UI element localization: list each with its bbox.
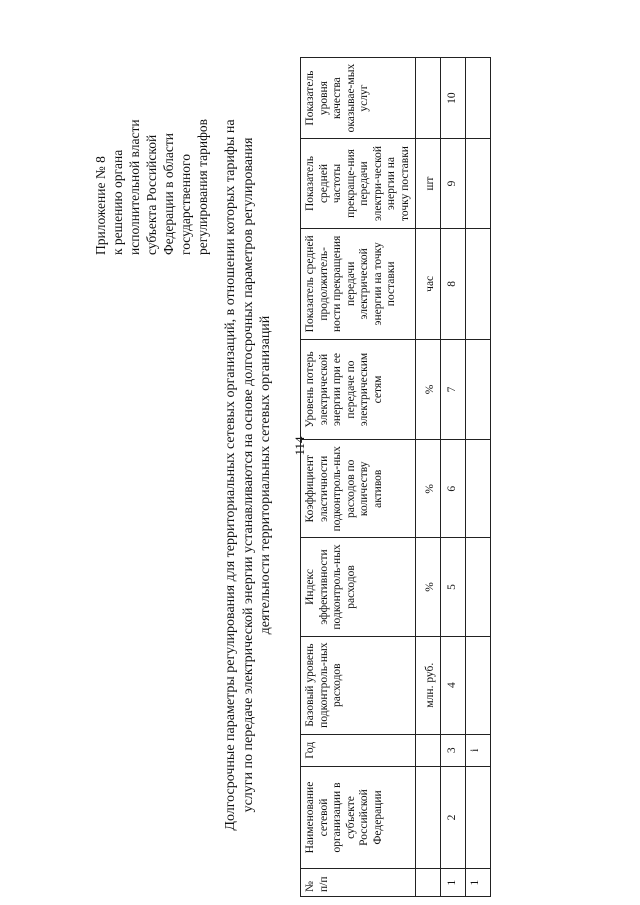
unit-cell — [416, 766, 441, 868]
unit-cell: % — [416, 440, 441, 538]
data-cell — [466, 58, 491, 139]
appendix-line: Приложение № 8 — [93, 156, 108, 255]
unit-cell — [416, 869, 441, 897]
page-number: 114 — [292, 436, 307, 456]
data-cell — [466, 228, 491, 339]
unit-cell: % — [416, 339, 441, 439]
unit-cell: шт — [416, 139, 441, 229]
header-cell-organization: Наименование сетевой организации в субъекте Российской Федерации — [301, 766, 416, 868]
data-cell — [466, 636, 491, 734]
column-number-cell: 4 — [441, 636, 466, 734]
table-row — [466, 58, 491, 897]
unit-cell — [416, 58, 441, 139]
column-number-cell: 5 — [441, 538, 466, 636]
unit-cell — [416, 734, 441, 766]
column-number-cell: 1 — [441, 869, 466, 897]
header-cell-losses: Уровень потерь электрической энергии при ее передаче по электрическим сетям — [301, 339, 416, 439]
title-line: услуги по передаче электрической энергии устанавливаются на основе долгосрочных параметров регулирования — [240, 137, 256, 813]
appendix-header — [92, 25, 211, 255]
appendix-line: регулирования тарифов — [195, 118, 210, 255]
unit-cell: час — [416, 228, 441, 339]
title-line: деятельности территориальных сетевых организаций — [258, 315, 273, 635]
unit-cell: млн. руб. — [416, 636, 441, 734]
appendix-line: Федерации в области — [161, 132, 176, 255]
appendix-line: исполнительной власти — [127, 119, 142, 255]
header-cell-quality: Показатель уровня качества оказывае-мых услуг — [301, 58, 416, 139]
column-number-cell: 9 — [441, 139, 466, 229]
data-cell: i — [466, 734, 491, 766]
unit-cell: % — [416, 538, 441, 636]
header-cell-year: Год — [301, 734, 416, 766]
header-row — [301, 58, 416, 897]
header-cell-base-level: Базовый уровень подконтроль-ных расходов — [301, 636, 416, 734]
units-row — [416, 58, 441, 897]
data-cell — [466, 538, 491, 636]
column-number-cell: 2 — [441, 766, 466, 868]
header-cell-elasticity: Коэффициент эластичности подконтроль-ных расходов по количеству активов — [301, 440, 416, 538]
data-cell — [466, 339, 491, 439]
header-cell-number: № п/п — [301, 869, 416, 897]
data-cell — [466, 766, 491, 868]
appendix-line: субъекта Российской — [144, 134, 159, 255]
column-number-cell: 8 — [441, 228, 466, 339]
appendix-line: к решению органа — [110, 149, 125, 255]
data-cell — [466, 139, 491, 229]
data-cell: 1 — [466, 869, 491, 897]
data-cell — [466, 440, 491, 538]
header-cell-efficiency-index: Индекс эффективности подконтроль-ных расходов — [301, 538, 416, 636]
parameters-table — [300, 57, 491, 897]
appendix-line: государственного — [178, 154, 193, 255]
column-number-cell: 6 — [441, 440, 466, 538]
header-cell-frequency: Показатель средней частоты прекраще-ния передачи электри-ческой энергии на точку поставки — [301, 139, 416, 229]
column-number-cell: 7 — [441, 339, 466, 439]
column-number-cell: 10 — [441, 58, 466, 139]
header-cell-duration: Показатель средней продолжитель-ности прекращения передачи электрической энергии на точку поставки — [301, 228, 416, 339]
column-number-cell: 3 — [441, 734, 466, 766]
column-number-row — [441, 58, 466, 897]
title-line: Долгосрочные параметры регулирования для территориальных сетевых организаций, в отношении которых тарифы на — [223, 119, 238, 831]
document-title — [222, 95, 275, 855]
